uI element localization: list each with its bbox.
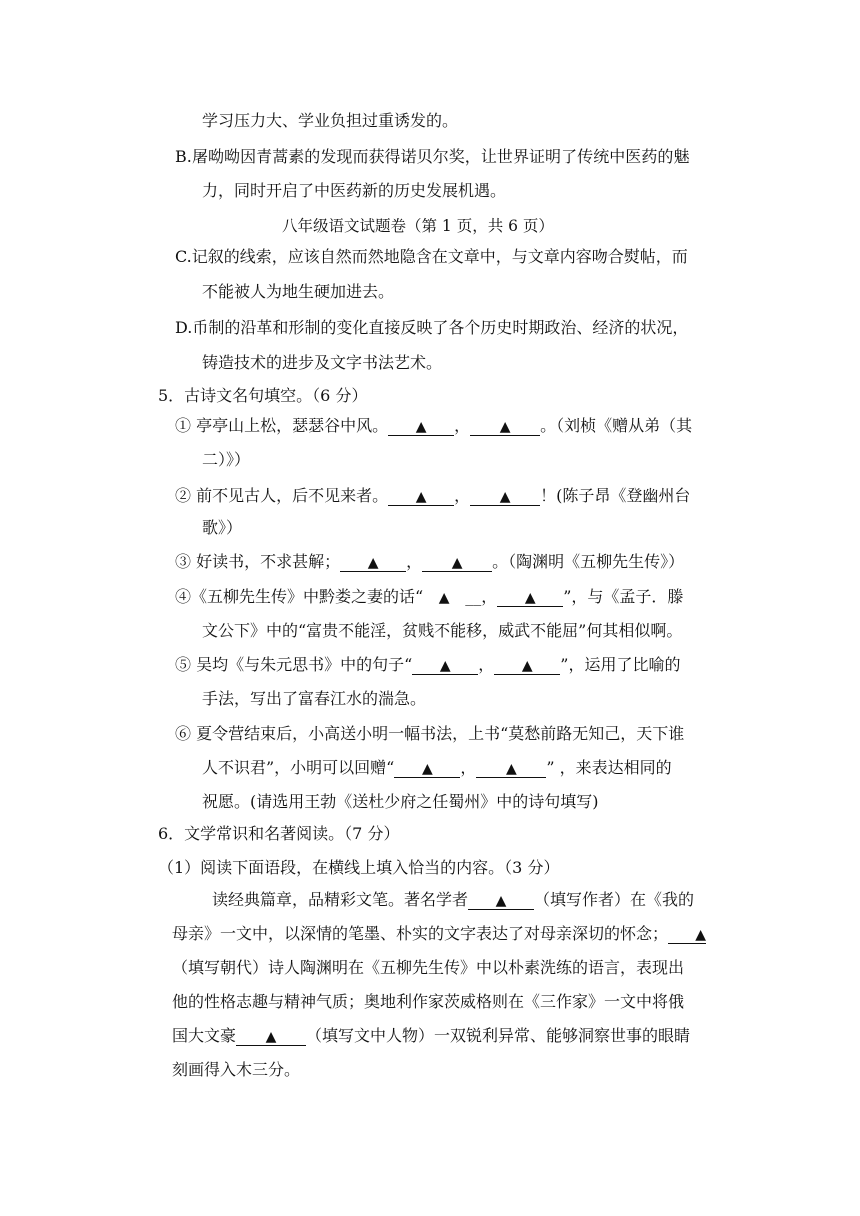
q5-item-1-blank-1[interactable] <box>388 417 454 436</box>
q5-item-1 <box>175 416 692 436</box>
comma: ， <box>460 758 477 777</box>
q5-item-6-tail: ” ，来表达相同的 <box>546 758 672 777</box>
comma: ， <box>454 416 471 435</box>
triangle-mark: ▲ <box>451 555 463 571</box>
option-b-line-1: B.屠呦呦因青蒿素的发现而获得诺贝尔奖，让世界证明了传统中医药的魅 <box>175 147 690 166</box>
q5-item-2-cont: 歌》） <box>202 518 243 537</box>
q5-item-2-blank-1[interactable] <box>388 487 454 506</box>
q5-item-5-blank-2[interactable] <box>494 656 560 675</box>
paragraph-line-5 <box>172 1026 690 1046</box>
q5-item-3-blank-1[interactable] <box>340 553 406 572</box>
q5-item-1-text: ① 亭亭山上松，瑟瑟谷中风。 <box>175 416 389 435</box>
q5-item-4-tail: ”，与《孟子．滕 <box>563 587 684 606</box>
q5-item-3 <box>175 552 684 572</box>
triangle-mark: ▲ <box>415 419 427 435</box>
triangle-mark: ▲ <box>499 489 511 505</box>
triangle-mark: ▲ <box>521 658 533 674</box>
paragraph-line-2 <box>172 924 706 944</box>
paragraph-text: （填写作者）在《我的 <box>534 890 695 909</box>
q5-item-6-text: 人不识君”，小明可以回赠“ <box>202 758 395 777</box>
q5-item-4 <box>175 587 683 608</box>
character-blank[interactable] <box>236 1027 306 1046</box>
author-blank[interactable] <box>468 891 534 910</box>
page-footer: 八年级语文试题卷（第 1 页，共 6 页） <box>282 217 554 235</box>
comma: ， <box>454 486 471 505</box>
option-a-continuation: 学习压力大、学业负担过重诱发的。 <box>202 111 459 130</box>
triangle-mark: ▲ <box>695 927 707 943</box>
triangle-mark: ▲ <box>524 590 536 606</box>
paragraph-line-6: 刻画得入木三分。 <box>172 1060 301 1079</box>
triangle-mark: ▲ <box>439 658 451 674</box>
q5-item-4-cont: 文公下》中的“富贵不能淫，贫贱不能移，威武不能屈”何其相似啊。 <box>202 621 683 640</box>
q5-item-1-cont: 二）》） <box>202 450 251 469</box>
triangle-mark: ▲ <box>438 590 450 606</box>
triangle-mark: ▲ <box>367 555 379 571</box>
comma: ， <box>478 655 495 674</box>
q5-item-6: ⑥ 夏令营结束后，小高送小明一幅书法，上书“莫愁前路无知己，天下谁 <box>175 724 685 743</box>
option-c-line-1: C.记叙的线索，应该自然而然地隐含在文章中，与文章内容吻合熨帖，而 <box>175 247 688 266</box>
triangle-mark: ▲ <box>499 419 511 435</box>
q5-item-6-line-2 <box>202 758 672 778</box>
paragraph-line-3: （填写朝代）诗人陶渊明在《五柳先生传》中以朴素洗练的语言，表现出 <box>172 958 685 977</box>
q5-item-4-text: ④《五柳先生传》中黔娄之妻的话“ <box>175 587 424 606</box>
question-5-heading: 5．古诗文名句填空。（6 分） <box>158 386 368 405</box>
q5-item-4-trail: __ <box>465 587 482 606</box>
q5-item-4-blank-1[interactable] <box>423 587 465 608</box>
option-d-line-2: 铸造技术的进步及文字书法艺术。 <box>202 353 443 372</box>
q5-item-5 <box>175 655 680 675</box>
q5-item-5-blank-1[interactable] <box>412 656 478 675</box>
q5-item-4-blank-2[interactable] <box>497 588 563 607</box>
q5-item-1-blank-2[interactable] <box>470 417 540 436</box>
q5-item-5-tail: ”，运用了比喻的 <box>560 655 681 674</box>
paragraph-line-1 <box>212 890 694 910</box>
paragraph-line-4: 他的性格志趣与精神气质；奥地利作家茨威格则在《三作家》一文中将俄 <box>172 992 685 1011</box>
paragraph-text: （填写文中人物）一双锐利异常、能够洞察世事的眼睛 <box>306 1026 691 1045</box>
triangle-mark: ▲ <box>495 893 507 909</box>
comma: ， <box>406 552 423 571</box>
q5-item-5-text: ⑤ 吴均《与朱元思书》中的句子“ <box>175 655 413 674</box>
option-b-line-2: 力，同时开启了中医药新的历史发展机遇。 <box>202 181 507 200</box>
paragraph-text: 读经典篇章，品精彩文笔。著名学者 <box>212 890 469 909</box>
question-6-heading: 6．文学常识和名著阅读。（7 分） <box>158 824 400 843</box>
q5-item-3-text: ③ 好读书，不求甚解； <box>175 552 341 571</box>
q5-item-3-blank-2[interactable] <box>422 553 492 572</box>
paragraph-text: 国大文豪 <box>172 1026 237 1045</box>
paragraph-text: 母亲》一文中，以深情的笔墨、朴实的文字表达了对母亲深切的怀念； <box>172 924 669 943</box>
q5-item-3-source: 。（陶渊明《五柳先生传》） <box>492 552 685 571</box>
q5-item-2-source: ！(陈子昂《登幽州台 <box>540 486 691 505</box>
q5-item-2-blank-2[interactable] <box>470 487 540 506</box>
triangle-mark: ▲ <box>415 489 427 505</box>
question-6-1-prompt: （1）阅读下面语段，在横线上填入恰当的内容。（3 分） <box>158 858 560 877</box>
option-c-line-2: 不能被人为地生硬加进去。 <box>202 282 395 301</box>
comma: ， <box>481 587 498 606</box>
q5-item-2 <box>175 486 690 506</box>
dynasty-blank[interactable] <box>668 925 706 944</box>
q5-item-6-cont: 祝愿。(请选用王勃《送杜少府之任蜀州》中的诗句填写) <box>202 792 599 811</box>
q5-item-6-blank-2[interactable] <box>476 759 546 778</box>
triangle-mark: ▲ <box>265 1029 277 1045</box>
q5-item-1-source: 。（刘桢《赠从弟（其 <box>540 416 693 435</box>
triangle-mark: ▲ <box>506 761 517 777</box>
q5-item-6-blank-1[interactable] <box>394 759 460 778</box>
q5-item-2-text: ② 前不见古人，后不见来者。 <box>175 486 389 505</box>
triangle-mark: ▲ <box>421 761 433 777</box>
q5-item-5-cont: 手法，写出了富春江水的湍急。 <box>202 689 427 708</box>
option-d-line-1: D.币制的沿革和形制的变化直接反映了各个历史时期政治、经济的状况， <box>175 318 689 337</box>
